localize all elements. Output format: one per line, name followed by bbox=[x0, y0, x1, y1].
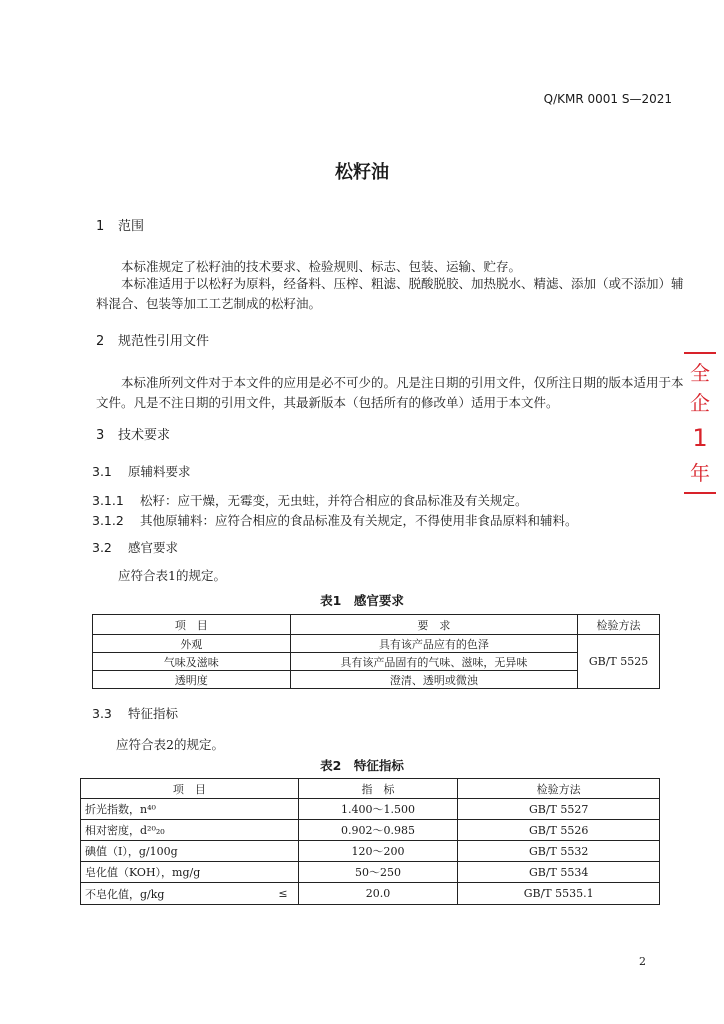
paragraph: 本标准所列文件对于本文件的应用是必不可少的。凡是注日期的引用文件，仅所注日期的版本适用于本文件。凡是不注日期的引用文件，其最新版本（包括所有的修改单）适用于本文件。 bbox=[96, 375, 684, 410]
value-cell: 20.0 bbox=[298, 883, 458, 905]
table-1 bbox=[92, 614, 660, 689]
subsection-3-3-heading bbox=[92, 704, 178, 722]
clause-text: 其他原辅料：应符合相应的食品标准及有关规定，不得使用非食品原料和辅料。 bbox=[140, 513, 578, 528]
header-cell: 检验方法 bbox=[578, 615, 660, 635]
item-cell: 气味及滋味 bbox=[93, 653, 291, 671]
symbol-cell bbox=[268, 799, 298, 820]
value-cell: 50～250 bbox=[298, 862, 458, 883]
clause-number: 3.1.1 bbox=[92, 493, 124, 508]
table-2 bbox=[80, 778, 660, 905]
requirement-cell: 澄清、透明或微浊 bbox=[290, 671, 577, 689]
requirement-cell: 具有该产品应有的色泽 bbox=[290, 635, 577, 653]
method-cell: GB/T 5532 bbox=[458, 841, 660, 862]
table-reference-note: 应符合表2的规定。 bbox=[116, 737, 224, 752]
header-cell: 要 求 bbox=[290, 615, 577, 635]
stamp-text: 年 bbox=[690, 461, 710, 485]
section-1-heading bbox=[96, 215, 144, 234]
table-header-row bbox=[81, 779, 660, 799]
symbol-cell bbox=[268, 841, 298, 862]
stamp-text: 1 bbox=[692, 424, 708, 452]
symbol-cell bbox=[268, 862, 298, 883]
section-3-heading bbox=[96, 424, 170, 443]
item-cell: 透明度 bbox=[93, 671, 291, 689]
subsection-title: 特征指标 bbox=[128, 706, 179, 721]
table-row bbox=[81, 820, 660, 841]
table-row bbox=[93, 671, 660, 689]
method-cell: GB/T 5525 bbox=[578, 635, 660, 689]
table-2-caption: 表2 特征指标 bbox=[320, 758, 404, 773]
method-cell: GB/T 5535.1 bbox=[458, 883, 660, 905]
method-cell: GB/T 5526 bbox=[458, 820, 660, 841]
header-cell: 项 目 bbox=[81, 779, 299, 799]
item-cell: 碘值（I），g/100g bbox=[81, 841, 269, 862]
subsection-3-2-heading bbox=[92, 538, 178, 556]
clause-text: 松籽：应干燥，无霉变，无虫蛀，并符合相应的食品标准及有关规定。 bbox=[140, 493, 528, 508]
method-cell: GB/T 5527 bbox=[458, 799, 660, 820]
method-cell: GB/T 5534 bbox=[458, 862, 660, 883]
item-cell: 折光指数，n⁴⁰ bbox=[81, 799, 269, 820]
subsection-number: 3.1 bbox=[92, 464, 112, 479]
header-cell: 检验方法 bbox=[458, 779, 660, 799]
subsection-number: 3.3 bbox=[92, 706, 112, 721]
subsection-3-1-heading bbox=[92, 462, 191, 480]
clause-3-1-2 bbox=[92, 511, 578, 529]
red-stamp bbox=[682, 352, 718, 498]
table-row bbox=[81, 862, 660, 883]
section-title: 技术要求 bbox=[118, 428, 171, 443]
value-cell: 1.400～1.500 bbox=[298, 799, 458, 820]
subsection-title: 原辅料要求 bbox=[128, 464, 191, 479]
section-title: 范围 bbox=[118, 219, 145, 234]
table-reference-note: 应符合表1的规定。 bbox=[118, 568, 226, 583]
section-number: 3 bbox=[96, 428, 105, 443]
table-1-caption: 表1 感官要求 bbox=[320, 593, 404, 608]
section-number: 2 bbox=[96, 334, 105, 349]
value-cell: 120～200 bbox=[298, 841, 458, 862]
item-cell: 相对密度，d²⁰₂₀ bbox=[81, 820, 269, 841]
table-row bbox=[93, 653, 660, 671]
clause-number: 3.1.2 bbox=[92, 513, 124, 528]
page-number: 2 bbox=[639, 955, 646, 968]
subsection-number: 3.2 bbox=[92, 540, 112, 555]
table-row bbox=[81, 799, 660, 820]
subsection-title: 感官要求 bbox=[128, 540, 179, 555]
header-cell: 指 标 bbox=[298, 779, 458, 799]
clause-3-1-1 bbox=[92, 491, 528, 509]
symbol-cell: ≤ bbox=[268, 883, 298, 905]
item-cell: 不皂化值，g/kg bbox=[81, 883, 269, 905]
table-row bbox=[81, 841, 660, 862]
section-2-heading bbox=[96, 330, 209, 349]
paragraph: 本标准适用于以松籽为原料，经备料、压榨、粗滤、脱酸脱胶、加热脱水、精滤、添加（或不添加）辅料混合、包装等加工工艺制成的松籽油。 bbox=[96, 276, 684, 311]
paragraph: 本标准规定了松籽油的技术要求、检验规则、标志、包装、运输、贮存。 bbox=[121, 259, 522, 274]
table-row bbox=[93, 635, 660, 653]
table-row bbox=[81, 883, 660, 905]
document-number: Q/KMR 0001 S—2021 bbox=[543, 92, 672, 106]
item-cell: 皂化值（KOH），mg/g bbox=[81, 862, 269, 883]
section-number: 1 bbox=[96, 219, 105, 234]
header-cell: 项 目 bbox=[93, 615, 291, 635]
value-cell: 0.902～0.985 bbox=[298, 820, 458, 841]
item-cell: 外观 bbox=[93, 635, 291, 653]
stamp-border bbox=[684, 352, 716, 354]
stamp-text: 全企 bbox=[690, 361, 710, 415]
symbol-cell bbox=[268, 820, 298, 841]
table-header-row bbox=[93, 615, 660, 635]
requirement-cell: 具有该产品固有的气味、滋味，无异味 bbox=[290, 653, 577, 671]
section-title: 规范性引用文件 bbox=[118, 334, 210, 349]
document-title: 松籽油 bbox=[335, 162, 389, 183]
stamp-border bbox=[684, 492, 716, 494]
